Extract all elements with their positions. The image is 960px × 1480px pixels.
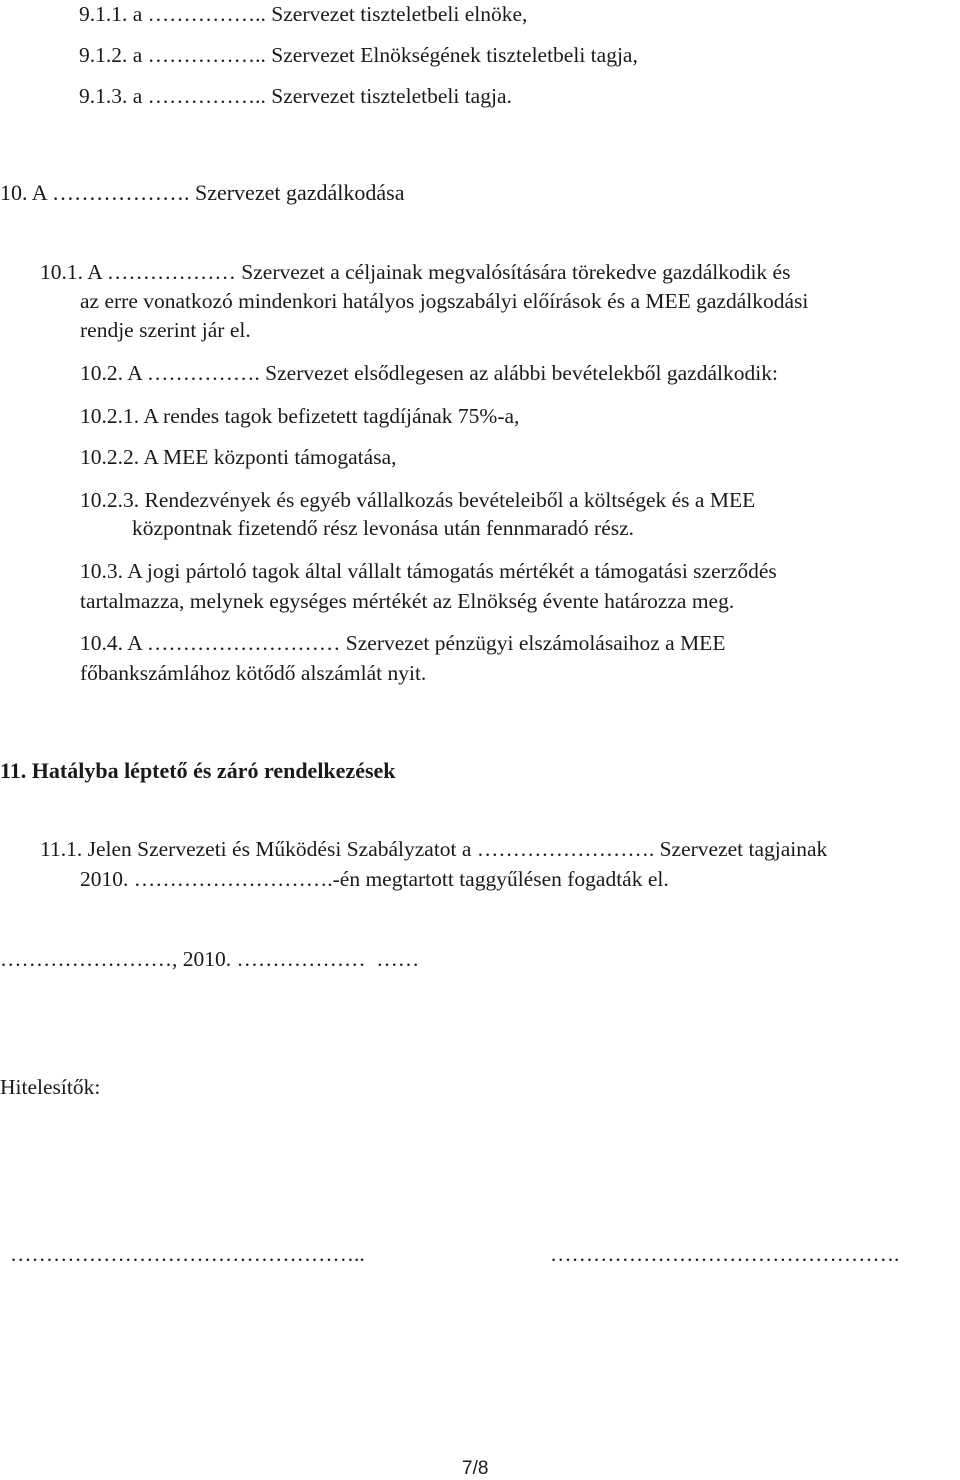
item-9-1-3: 9.1.3. a …………….. Szervezet tiszteletbeli tagja. [79, 84, 512, 108]
section-11-heading: 11. Hatályba léptető és záró rendelkezések [0, 758, 396, 783]
signature-line-left: ………………………………………….. [10, 1242, 365, 1266]
paragraph-10-2-3-line-1: 10.2.3. Rendezvények és egyéb vállalkozás bevételeiből a költségek és a MEE [80, 488, 756, 512]
signers-label: Hitelesítők: [0, 1075, 101, 1099]
page-number: 7/8 [462, 1458, 489, 1479]
paragraph-10-1-line-3: rendje szerint jár el. [80, 318, 251, 342]
paragraph-10-2-1: 10.2.1. A rendes tagok befizetett tagdíjának 75%-a, [80, 404, 520, 428]
item-9-1-1: 9.1.1. a …………….. Szervezet tiszteletbeli elnöke, [79, 2, 528, 26]
place-date-line: ……………………, 2010. ……………… …… [0, 947, 420, 971]
paragraph-10-4-line-1: 10.4. A ……………………… Szervezet pénzügyi elszámolásaihoz a MEE [80, 631, 726, 655]
paragraph-10-2-2: 10.2.2. A MEE központi támogatása, [80, 445, 397, 469]
paragraph-11-1-line-1: 11.1. Jelen Szervezeti és Működési Szabályzatot a ……………………. Szervezet tagjainak [40, 837, 828, 861]
paragraph-11-1-line-2: 2010. ……………………….-én megtartott taggyűlésen fogadták el. [80, 867, 669, 891]
paragraph-10-3-line-2: tartalmazza, melynek egységes mértékét az Elnökség évente határozza meg. [80, 589, 735, 613]
item-9-1-2: 9.1.2. a …………….. Szervezet Elnökségének tiszteletbeli tagja, [79, 43, 638, 67]
paragraph-10-4-line-2: főbankszámlához kötődő alszámlát nyit. [80, 661, 427, 685]
paragraph-10-2: 10.2. A ……………. Szervezet elsődlegesen az alábbi bevételekből gazdálkodik: [80, 361, 778, 385]
paragraph-10-2-3-line-2: központnak fizetendő rész levonása után fennmaradó rész. [132, 516, 635, 540]
paragraph-10-3-line-1: 10.3. A jogi pártoló tagok által vállalt támogatás mértékét a támogatási szerződés [80, 559, 777, 583]
section-10-heading: 10. A ………………. Szervezet gazdálkodása [0, 180, 405, 205]
paragraph-10-1-line-2: az erre vonatkozó mindenkori hatályos jogszabályi előírások és a MEE gazdálkodási [80, 289, 809, 313]
paragraph-10-1-line-1: 10.1. A ……………… Szervezet a céljainak megvalósítására törekedve gazdálkodik és [40, 260, 791, 284]
signature-line-right: …………………………………………. [550, 1242, 900, 1266]
